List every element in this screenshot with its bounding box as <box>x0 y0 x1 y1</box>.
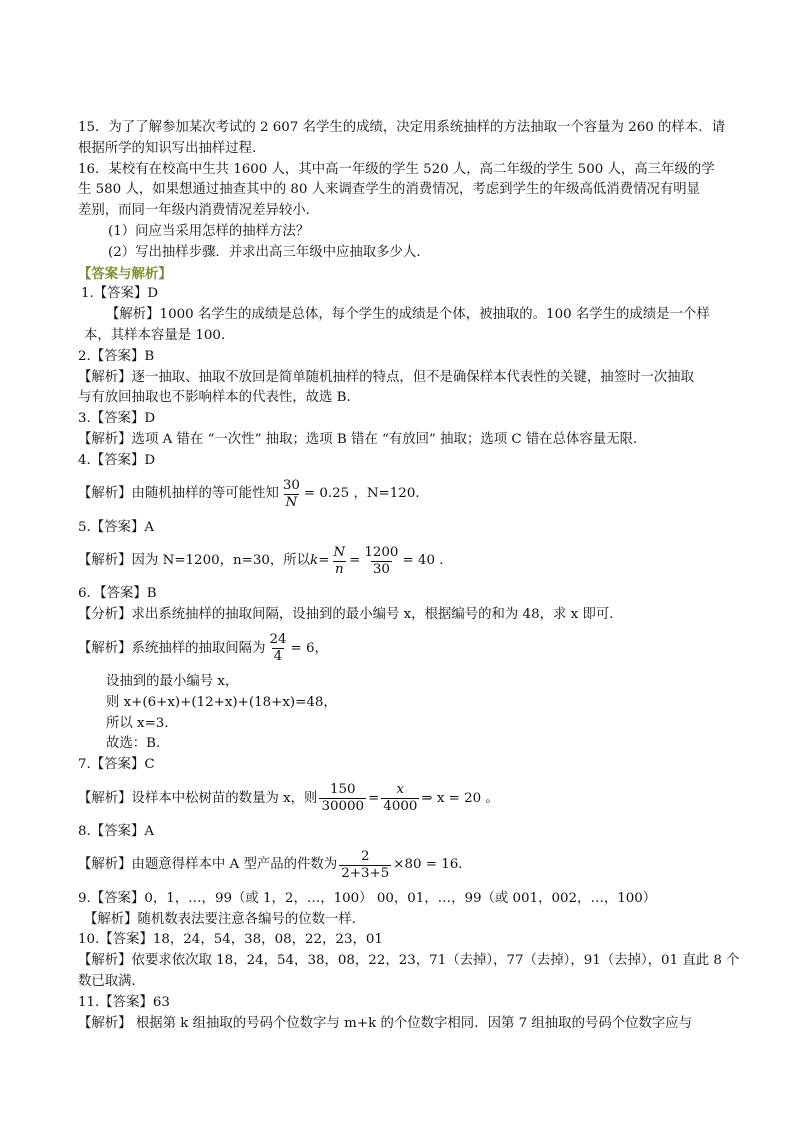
explanation-6-line-5: 故选：B． <box>106 736 170 752</box>
answer-10: 10.【答案】18，24，54，38，08，22，23，01 <box>78 932 383 948</box>
fraction-150-over-30000 <box>319 782 366 815</box>
answer-2: 2.【答案】B <box>78 348 155 364</box>
fraction-1200-over-30 <box>362 545 400 578</box>
question-16-line-1: 16．某校有在校高中生共 1600 人，其中高一年级的学生 520 人，高二年级的学生 500 人，高三年级的学 <box>78 161 715 177</box>
denominator: 2+3+5 <box>341 866 390 882</box>
explanation-7 <box>78 776 718 822</box>
explanation-8-text: 【解析】由题意得样本中 A 型产品的件数为 <box>78 857 338 873</box>
explanation-6-result: = 6， <box>290 640 328 656</box>
answer-11: 11.【答案】63 <box>78 994 170 1010</box>
explanation-4-result: = 0.25 ，N=120． <box>303 486 429 502</box>
variable-k: k <box>310 552 319 568</box>
fraction-2-over-10 <box>339 849 391 882</box>
equals-sign: = <box>318 552 330 568</box>
explanation-6-line-2: 设抽到的最小编号 x， <box>106 673 239 689</box>
answer-3: 3.【答案】D <box>78 411 156 427</box>
numerator: N <box>333 544 346 560</box>
explanation-3: 【解析】选项 A 错在 “一次性” 抽取；选项 B 错在 “有放回” 抽取；选项 C 错在总体容量无限． <box>78 431 647 447</box>
explanation-5-text: 【解析】因为 N=1200，n=30，所以 <box>78 552 311 568</box>
answer-8: 8.【答案】A <box>78 823 155 839</box>
answer-4: 4.【答案】D <box>78 452 156 468</box>
denominator: 4000 <box>383 799 418 815</box>
explanation-4 <box>78 472 718 518</box>
answer-1: 1.【答案】D <box>81 286 159 302</box>
fraction-30-over-n <box>281 478 302 511</box>
numerator: 30 <box>282 478 300 494</box>
analysis-6: 【分析】求出系统抽样的抽取间隔，设抽到的最小编号 x，根据编号的和为 48，求 x 即可． <box>78 607 623 623</box>
explanation-6-text: 【解析】系统抽样的抽取间隔为 <box>78 640 266 656</box>
question-16-sub-1: (1）问应当采用怎样的抽样方法？ <box>108 223 310 239</box>
question-15-line-2: 根据所学的知识写出抽样过程． <box>78 140 266 156</box>
equals-sign: = <box>368 790 380 806</box>
denominator: N <box>285 495 298 511</box>
explanation-11-line-1: 【解析】 根据第 k 组抽取的号码个位数字与 m+k 的个位数字相同．因第 7 组抽取的号码个位数字应与 <box>78 1015 693 1031</box>
numerator: 150 <box>329 782 356 798</box>
explanation-10-line-2: 数已取满． <box>78 973 145 989</box>
explanation-4-text: 【解析】由随机抽样的等可能性知 <box>78 486 279 502</box>
denominator: 30 <box>372 561 390 577</box>
denominator: n <box>334 561 344 577</box>
fraction-n-over-n <box>331 545 347 578</box>
denominator: 4 <box>273 649 283 665</box>
answer-9: 9.【答案】0，1，…，99（或 1，2，…，100） 00，01，…，99（或 001，002，…，100） <box>78 890 657 906</box>
equals-sign: = <box>349 552 361 568</box>
explanation-1-line-1: 【解析】1000 名学生的成绩是总体，每个学生的成绩是个体，被抽取的。100 名学生的成绩是一个样 <box>106 307 710 323</box>
document-page <box>78 118 740 1034</box>
explanation-8 <box>78 843 718 889</box>
fraction-x-over-4000 <box>381 782 419 815</box>
answer-6: 6．【答案】B <box>78 586 157 602</box>
explanation-6-line-4: 所以 x=3． <box>106 715 178 731</box>
explanation-5 <box>78 538 718 584</box>
fraction-24-over-4 <box>267 632 288 665</box>
question-16-sub-2: (2）写出抽样步骤．并求出高三年级中应抽取多少人． <box>108 244 430 260</box>
explanation-2-line-1: 【解析】逐一抽取、抽取不放回是简单随机抽样的特点，但不是确保样本代表性的关键，抽签时一次抽取 <box>78 369 694 385</box>
explanation-10-line-1: 【解析】依要求依次取 18，24，54，38，08，22，23，71（去掉），77（去掉），91（去掉），01 直此 8 个 <box>78 953 740 969</box>
answer-5: 5.【答案】A <box>78 519 155 535</box>
explanation-1-line-2: 本，其样本容量是 100． <box>84 327 235 343</box>
numerator: x <box>396 782 405 798</box>
explanation-5-result: = 40 ． <box>402 552 453 568</box>
answer-7: 7.【答案】C <box>78 757 155 773</box>
explanation-8-result: ×80 = 16． <box>393 857 472 873</box>
explanation-7-text: 【解析】设样本中松树苗的数量为 x，则 <box>78 790 318 806</box>
numerator: 1200 <box>364 544 399 560</box>
explanation-9: 【解析】随机数表法要注意各编号的位数一样． <box>84 911 366 927</box>
numerator: 2 <box>360 849 370 865</box>
explanation-7-result: ⇒ x = 20 。 <box>421 790 499 806</box>
denominator: 30000 <box>321 799 365 815</box>
explanation-6-line-3: 则 x+(6+x)+(12+x)+(18+x)=48， <box>106 694 337 710</box>
answers-section-title: 【答案与解析】 <box>78 265 172 282</box>
explanation-6 <box>78 626 718 672</box>
question-16-line-2: 生 580 人，如果想通过抽查其中的 80 人来调查学生的消费情况，考虑到学生的年级高低消费情况有明显 <box>78 182 701 198</box>
question-15-line-1: 15．为了了解参加某次考试的 2 607 名学生的成绩，决定用系统抽样的方法抽取一个容量为 260 的样本．请 <box>78 120 725 135</box>
question-16-line-3: 差别，而同一年级内消费情况差异较小． <box>78 203 320 219</box>
explanation-2-line-2: 与有放回抽取也不影响样本的代表性，故选 B． <box>78 390 360 406</box>
numerator: 24 <box>269 632 287 648</box>
